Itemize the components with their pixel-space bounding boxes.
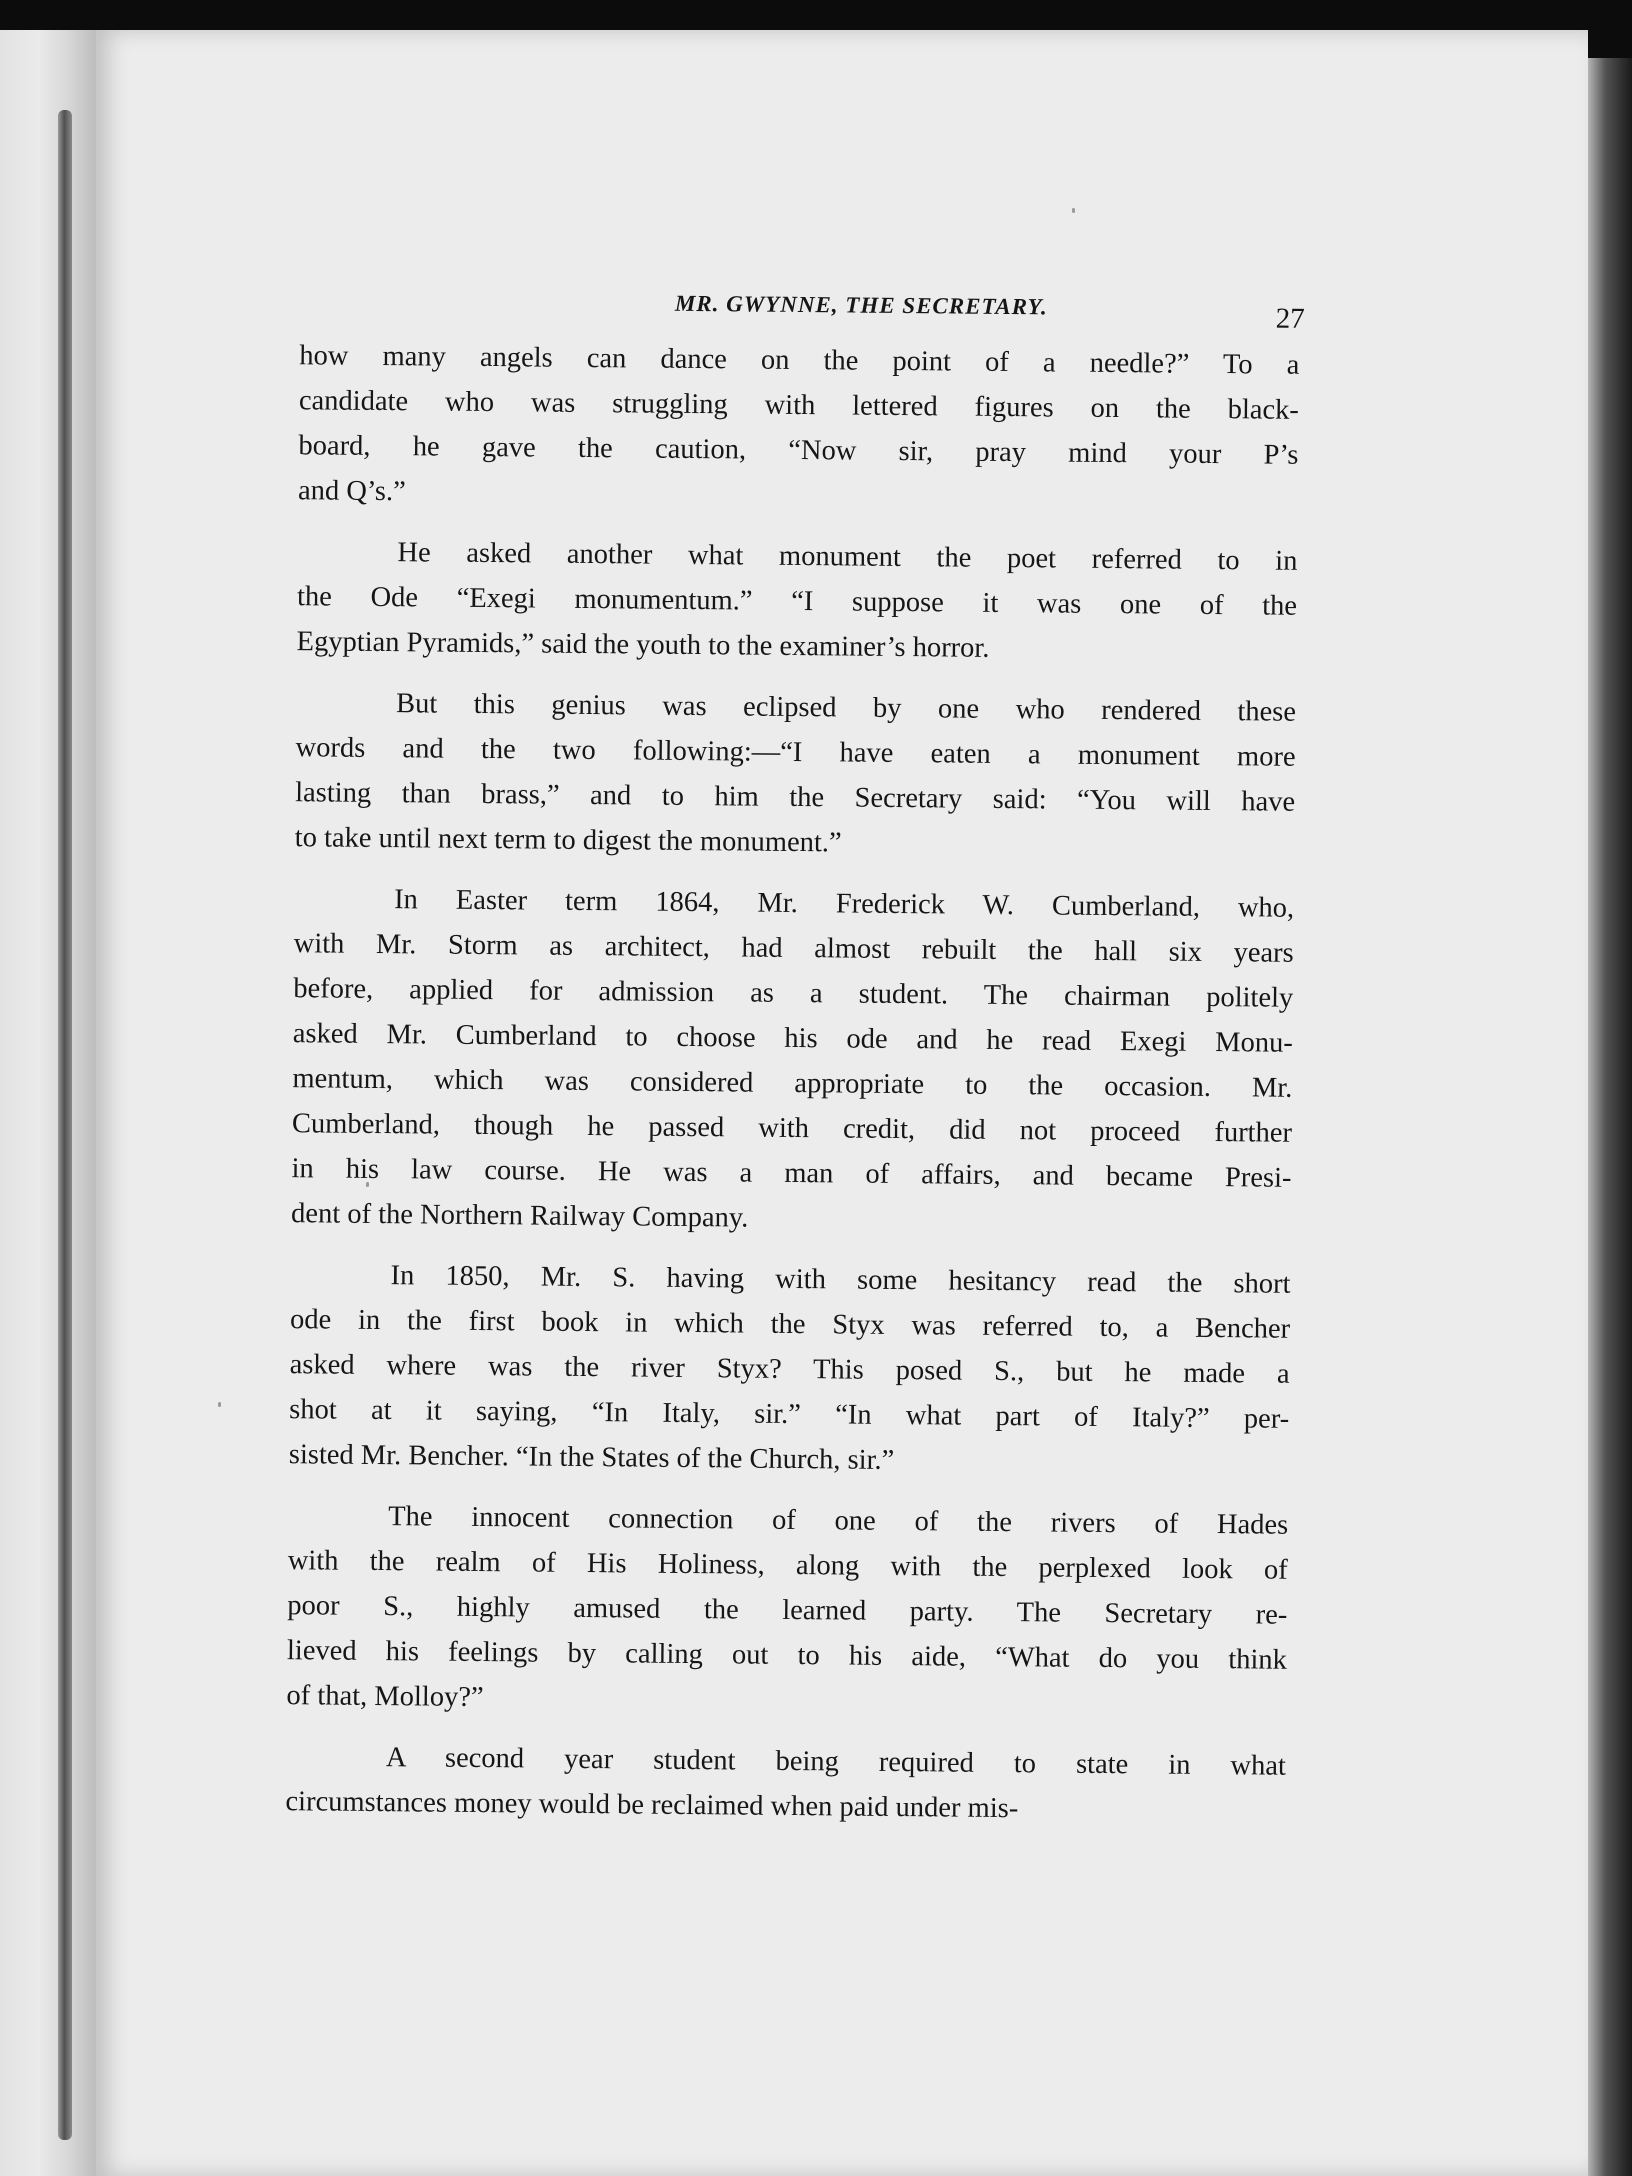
speck [1072,208,1075,213]
text-line: of that, Molloy?” [286,1680,484,1714]
text-line: A second year student being required to state in what [385,1742,1287,1782]
text-line: the Ode “Exegi monumentum.” “I suppose it was one of the [296,581,1298,622]
facing-page-edge [0,30,96,2176]
text-line: lasting than brass,” and to him the Secretary said: “You will have [295,777,1296,818]
text-line: with Mr. Storm as architect, had almost rebuilt the hall six years [293,928,1294,969]
text-line: to take until next term to digest the monument.” [294,822,842,859]
page-edge-shadow [1588,58,1632,2176]
paragraph [285,1734,1286,1834]
text-line: He asked another what monument the poet referred to in [397,537,1298,577]
paragraph [298,333,1300,523]
text-line: asked where was the river Styx? This posed S., but he made a [289,1349,1290,1390]
text-line: words and the two following:—“I have eaten a monument more [295,732,1296,773]
text-line: circumstances money would be reclaimed when paid under mis- [285,1786,1019,1825]
paragraph [289,1252,1291,1487]
text-line: before, applied for admission as a student. The chairman politely [293,973,1294,1014]
text-line: asked Mr. Cumberland to choose his ode and he read Exegi Monu- [292,1018,1293,1059]
page-text [285,287,1305,1850]
text-line: how many angels can dance on the point of a needle?” To a [299,340,1300,381]
text-line: dent of the Northern Railway Company. [290,1198,749,1234]
text-line: But this genius was eclipsed by one who rendered these [395,688,1297,728]
text-line: Cumberland, though he passed with credit, did not proceed further [291,1108,1293,1149]
page-number: 27 [1275,302,1305,335]
paragraph [295,680,1297,870]
text-line: in his law course. He was a man of affairs, and became Presi- [291,1153,1292,1194]
text-line: In Easter term 1864, Mr. Frederick W. Cumberland, who, [393,884,1295,924]
text-line: mentum, which was considered appropriate to the occasion. Mr. [292,1063,1293,1104]
text-line: ode in the first book in which the Styx was referred to, a Bencher [289,1304,1291,1345]
paragraph [291,876,1294,1246]
text-line: with the realm of His Holiness, along with the perplexed look of [287,1545,1288,1586]
book-spine-shadow [58,110,72,2140]
paragraph [296,529,1297,674]
text-line: shot at it saying, “In Italy, sir.” “In what part of Italy?” per- [289,1394,1290,1435]
running-head [300,287,1305,343]
running-head-title: MR. GWYNNE, THE SECRETARY. [674,290,1048,320]
text-line: lieved his feelings by calling out to his aide, “What do you think [286,1635,1288,1676]
text-line: sisted Mr. Bencher. “In the States of the Church, sir.” [288,1439,895,1476]
text-line: The innocent connection of one of the rivers of Hades [388,1501,1289,1541]
speck [218,1402,221,1407]
text-line: poor S., highly amused the learned party. The Secretary re- [287,1590,1288,1631]
text-line: candidate who was struggling with lettered figures on the black- [298,385,1300,426]
text-line: In 1850, Mr. S. having with some hesitancy read the short [390,1260,1291,1300]
text-line: Egyptian Pyramids,” said the youth to the examiner’s horror. [296,626,990,664]
text-line: and Q’s.” [297,475,406,508]
text-line: board, he gave the caution, “Now sir, pray mind your P’s [298,430,1299,471]
paragraph [286,1493,1288,1728]
body-text [285,333,1299,1834]
